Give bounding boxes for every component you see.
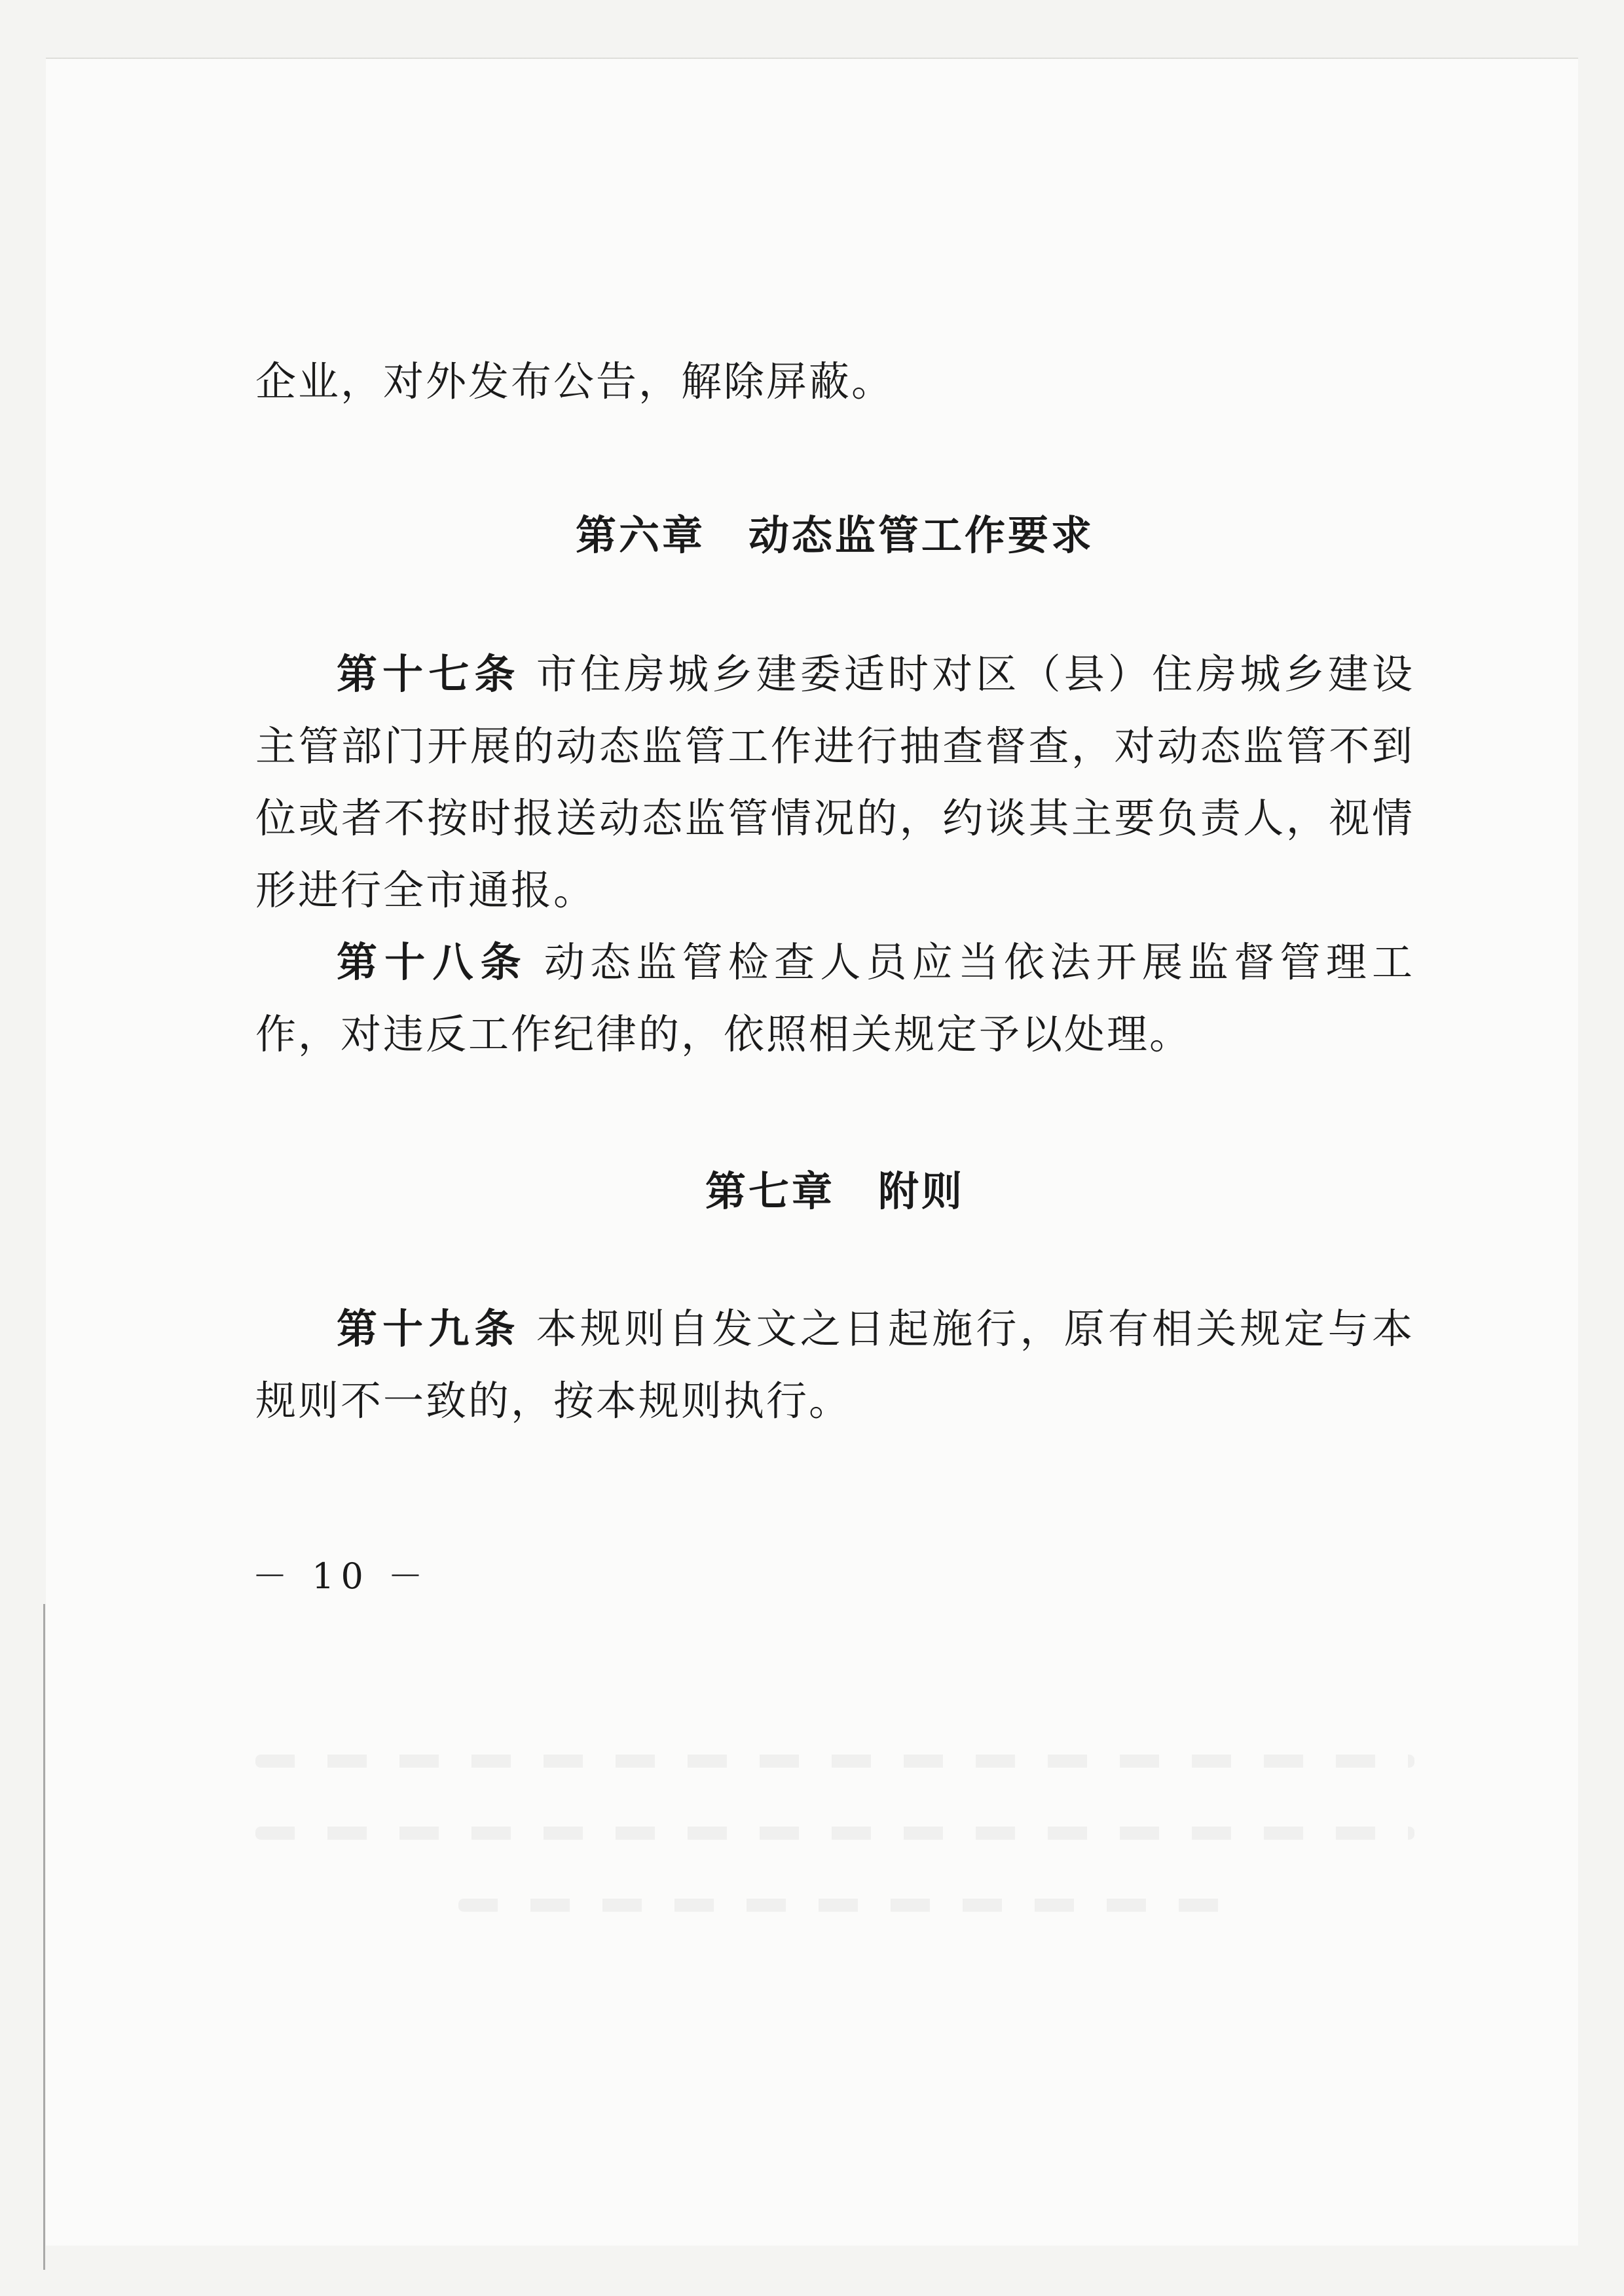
- bleed-through-line: [458, 1899, 1244, 1912]
- article-17: [255, 638, 1414, 926]
- article-18-paragraph: [255, 926, 1414, 1070]
- article-18: [255, 926, 1414, 1070]
- chapter-6-heading: 第六章 动态监管工作要求: [575, 511, 1094, 559]
- scan-shadow: [43, 1604, 45, 2270]
- article-17-paragraph: [255, 638, 1414, 926]
- bleed-through-line: [255, 1827, 1414, 1840]
- article-18-label: 第十八条: [337, 938, 528, 986]
- article-19-paragraph: [255, 1293, 1414, 1437]
- article-19-label: 第十九条: [337, 1305, 521, 1353]
- article-17-text: 市住房城乡建委适时对区（县）住房城乡建设主管部门开展的动态监管工作进行抽查督查，对动态监管不到位或者不按时报送动态监管情况的，约谈其主要负责人，视情形进行全市通报。: [255, 650, 1414, 914]
- paragraph-text: 企业，对外发布公告，解除屏蔽。: [255, 357, 895, 405]
- bleed-through-line: [255, 1755, 1414, 1768]
- chapter-7-heading: 第七章 附则: [705, 1167, 965, 1215]
- page-number: － 10 －: [252, 1556, 430, 1597]
- article-17-label: 第十七条: [337, 650, 521, 698]
- article-19: [255, 1293, 1414, 1437]
- article-19-text: 本规则自发文之日起施行，原有相关规定与本规则不一致的，按本规则执行。: [255, 1305, 1414, 1425]
- article-18-text: 动态监管检查人员应当依法开展监督管理工作，对违反工作纪律的，依照相关规定予以处理。: [255, 938, 1414, 1058]
- continuation-paragraph: [255, 346, 1414, 418]
